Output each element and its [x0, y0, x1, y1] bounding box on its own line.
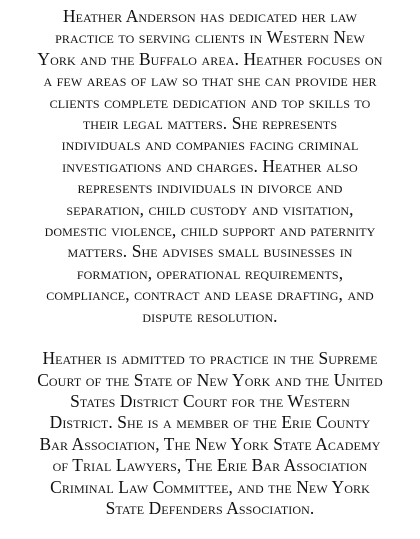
bio-paragraph-admissions-memberships: Heather is admitted to practice in the Supreme Court of the State of New York and the United States District Court for the Western District. She is a member of the Erie County Bar Association, The New York State Academy of Trial Lawyers, The Erie Bar Association Criminal Law Committee, and the New York State Defenders Association.	[37, 348, 383, 518]
attorney-bio	[0, 6, 420, 519]
bio-paragraph-practice-areas: Heather Anderson has dedicated her law practice to serving clients in Western New York and the Buffalo area. Heather focuses on a few areas of law so that she can provide her clients complete dedication and top skills to their legal matters. She represents individuals and companies facing criminal investigations and charges. Heather also represents individuals in divorce and separation, child custody and visitation, domestic violence, child support and paternity matters. She advises small businesses in formation, operational requirements, compliance, contract and lease drafting, and dispute resolution.	[37, 6, 383, 326]
